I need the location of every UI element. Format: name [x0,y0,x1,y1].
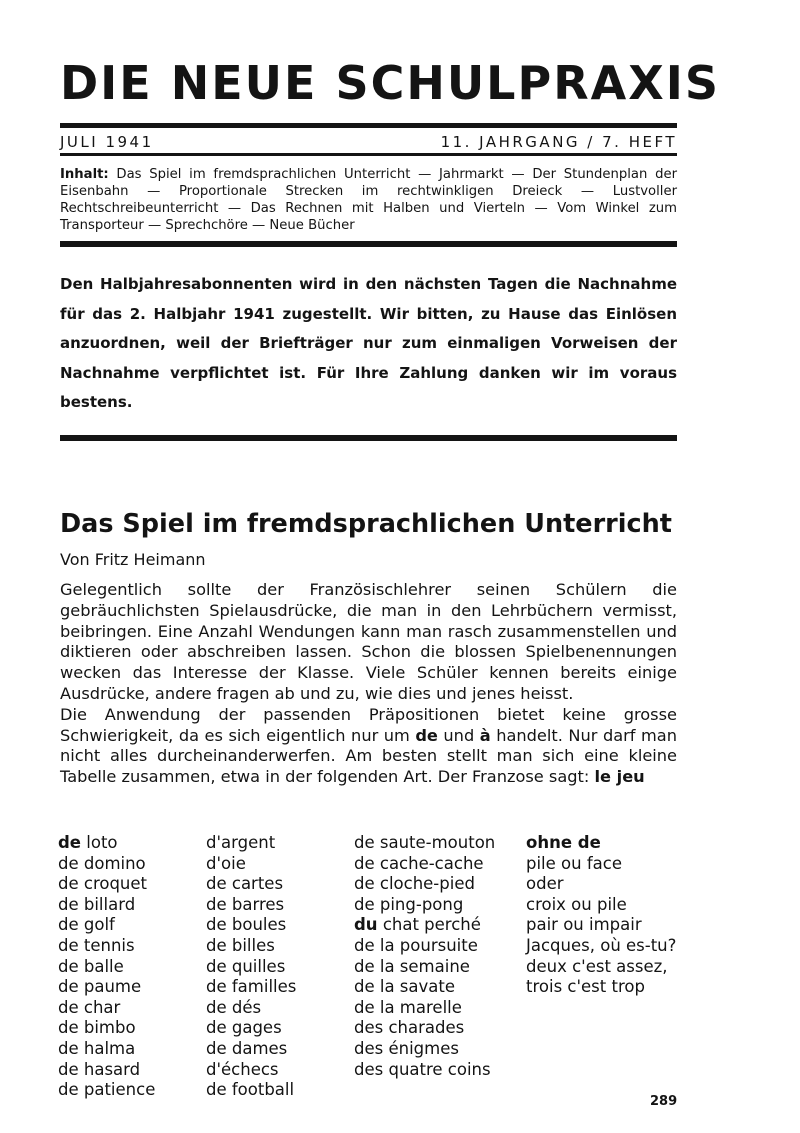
vocab-entry: deux c'est assez, [526,956,668,976]
vocab-entry: de familles [206,977,297,997]
issue-volume: 11. JAHRGANG / 7. HEFT [440,133,677,151]
vocab-entry: d'échecs [206,1059,279,1079]
emphasis-word: le jeu [594,767,645,787]
vocab-word: loto [86,833,118,852]
vocab-entry: des charades [354,1018,465,1038]
vocab-entry: de golf [58,915,115,935]
vocab-entry: de dames [206,1038,288,1058]
vocab-entry: de billes [206,935,275,955]
journal-page [58,0,720,1133]
vocab-entry: de paume [58,977,142,997]
article-author: Von Fritz Heimann [60,550,206,569]
vocab-entry: de cache-cache [354,853,484,873]
article-paragraph: Gelegentlich sollte der Französischlehrer seinen Schülern die gebräuchlichsten Spielausdrücke, die man in den Lehrbüchern vermisst, beibringen. Eine Anzahl Wendungen kann man rasch zusammenstellen und diktieren oder abschreiben lassen. Schon die blossen Spielbenennungen wecken das Interesse der Klasse. Viele Schüler kennen bereits einige Ausdrücke, andere fragen ab und zu, wie dies und jenes heisst. [60,580,677,703]
vocab-entry: de cartes [206,874,284,894]
vocab-entry: pair ou impair [526,915,642,935]
vocab-column-3 [354,833,495,1080]
vocab-entry: d'argent [206,833,276,852]
vocab-entry: de patience [58,1080,156,1100]
emphasis-word: de [58,833,82,852]
vocab-entry: de la savate [354,977,456,997]
emphasis-word: à [479,725,491,745]
vocab-entry: croix ou pile [526,894,627,914]
vocab-entry: Jacques, où es-tu? [526,935,677,955]
vocab-entry: de football [206,1080,295,1100]
vocab-entry [58,833,155,854]
subscription-notice: Den Halbjahresabonnenten wird in den nächsten Tagen die Nachnahme für das 2. Halbjahr 1941 zugestellt. Wir bitten, zu Hause das Einlösen anzuordnen, weil der Briefträger nur zum einmaligen Vorweisen der Nachnahme verpflichtet ist. Für Ihre Zahlung danken wir im voraus bestens. [60,275,677,411]
paragraph-text: Die Anwendung der passenden Präpositionen bietet keine grosse Schwierigkeit, da es sich eigentlich nur um [60,704,677,745]
vocab-entry: de cloche-pied [354,874,475,894]
contents-text: Das Spiel im fremdsprachlichen Unterricht — Jahrmarkt — Der Stundenplan der Eisenbahn — Proportionale Strecken im rechtwinkligen Dreieck — Lustvoller Rechtschreibeunterricht — Das Rechnen mit Halben und Vierteln — Vom Winkel zum Transporteur — Sprechchöre — Neue Bücher [60,167,677,233]
vocab-entry: de la semaine [354,956,470,976]
vocab-column-2 [206,833,296,1101]
contents-label: Inhalt: [60,167,109,182]
emphasis-word: du [354,915,378,935]
vocab-entry: de la poursuite [354,935,478,955]
article-body [60,580,677,788]
paragraph-text: handelt. Nur darf man nicht alles durcheinanderwerfen. Am besten stellt man sich eine kleine Tabelle zusammen, etwa in der folgenden Art. Der Franzose sagt: [60,725,677,787]
journal-masthead: DIE NEUE SCHULPRAXIS [60,56,720,110]
vocab-column-4 [526,833,676,998]
vocab-entry: de billard [58,894,136,914]
masthead-rule [60,123,677,128]
page-number: 289 [650,1094,678,1109]
vocab-entry: trois c'est trop [526,977,645,997]
contents-rule [60,241,677,247]
vocab-entry: de boules [206,915,287,935]
vocab-entry: de hasard [58,1059,141,1079]
vocab-entry: de quilles [206,956,286,976]
vocab-column-header: ohne de [526,833,601,852]
vocab-entry: de barres [206,894,285,914]
vocab-entry: des énigmes [354,1038,459,1058]
vocab-entry: de gages [206,1018,282,1038]
vocab-entry: de la marelle [354,997,462,1017]
vocab-entry: d'oie [206,853,246,873]
vocab-entry: oder [526,874,564,894]
issue-rule [60,153,677,156]
vocab-entry: de domino [58,853,146,873]
issue-date: JULI 1941 [60,133,154,151]
issue-line [60,133,677,151]
vocab-word: chat perché [382,915,481,935]
article-title: Das Spiel im fremdsprachlichen Unterricht [60,509,672,539]
emphasis-word: de [415,725,438,745]
vocab-entry: des quatre coins [354,1059,491,1079]
vocab-entry: pile ou face [526,853,622,873]
notice-rule [60,435,677,441]
table-of-contents [60,166,677,234]
vocab-entry: de tennis [58,935,135,955]
vocab-entry: de croquet [58,874,148,894]
vocab-entry: de char [58,997,121,1017]
paragraph-text: und [443,725,475,745]
vocab-entry: de dés [206,997,262,1017]
vocab-entry: de halma [58,1038,136,1058]
vocab-column-1 [58,833,155,1101]
vocab-entry [354,915,495,936]
article-paragraph [60,705,677,788]
vocab-entry: de ping-pong [354,894,464,914]
vocab-entry: de saute-mouton [354,833,496,852]
vocab-entry: de balle [58,956,124,976]
vocab-entry: de bimbo [58,1018,136,1038]
